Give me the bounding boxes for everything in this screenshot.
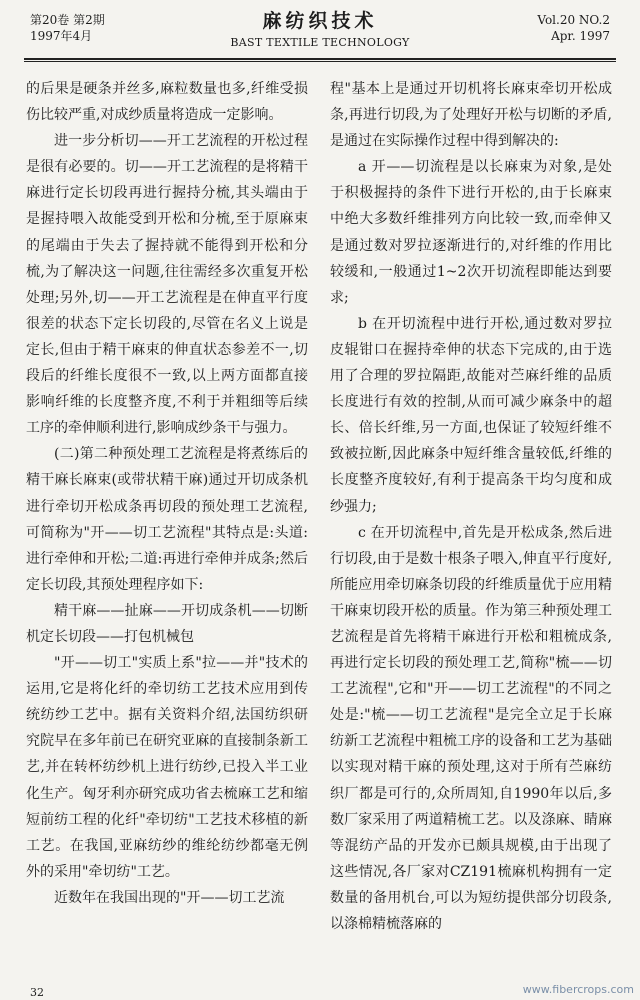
page-header <box>0 0 640 60</box>
paragraph: 进一步分析切——开工艺流程的开松过程是很有必要的。切——开工艺流程的是将精干麻进行定长切段再进行握持分梳,其头端由于是握持喂入故能受到开松和分梳,至于原麻束的尾端由于失去了握持就不能得到开松和分梳,为了解决这一问题,往往需经多次重复开松处理;另外,切——开工艺流程是在伸直平行度很差的状态下定长切段的,尽管在名义上说是定长,但由于精干麻束的伸直状态参差不一,切段后的纤维长度很不一致,以上两方面都直接影响纤维的长度整齐度,不利于并粗细等后续工序的牵伸顺利进行,影响成纱条干与强力。 <box>26 133 308 437</box>
paragraph: "开——切工"实质上系"拉——并"技术的运用,它是将化纤的牵切纺工艺技术应用到传统纺纱工艺中。据有关资料介绍,法国纺织研究院早在多年前已在研究亚麻的直接制条新工艺,并在转杯纺纱机上进行纺纱,已投入半工业化生产。匈牙利亦研究成功省去梳麻工艺和缩短前纺工程的化纤"牵切纺"工艺技术移植的新工艺。在我国,亚麻纺纱的维纶纺纱都毫无例外的采用"牵切纺"工艺。 <box>26 655 308 880</box>
header-right <box>537 12 610 44</box>
process-flow: 精干麻——扯麻——开切成条机——切断机定长切段——打包机械包 <box>26 602 308 645</box>
paragraph: 近数年在我国出现的"开——切工艺流 <box>54 889 285 906</box>
header-rule-thick <box>24 58 616 60</box>
volume-issue: 第20卷 第2期 <box>30 13 105 27</box>
right-column <box>330 76 612 937</box>
list-item-c: c 在开切流程中,首先是开松成条,然后进行切段,由于是数十根条子喂入,伸直平行度好,所能应用牵切麻条切段的纤维质量优于应用精干麻束切段开松的质量。作为第三种预处理工艺流程是首先将精干麻进行开松和粗梳成条,再进行定长切段的预处理工艺,简称"梳——切工艺流程",它和"开——切工艺流程"的不同之处是:"梳——切工艺流程"是完全立足于长麻纺新工艺流程中粗梳工序的设备和工艺为基础以实现对精干麻的预处理,这对于所有苎麻纺织厂都是可行的,众所周知,自1990年以后,多数厂家采用了两道精梳工艺。以及涤麻、睛麻等混纺产品的开发亦已颇具规模,由于出现了这些情况,各厂家对CZ191梳麻机构拥有一定数量的备用机台,可以为短纺提供部分切段条,以涤棉精梳落麻的 <box>330 524 612 932</box>
watermark: www.fibercrops.com <box>522 983 634 996</box>
journal-title-block <box>170 10 470 50</box>
header-rule-thin <box>24 61 616 62</box>
journal-title-en: BAST TEXTILE TECHNOLOGY <box>230 36 410 49</box>
paragraph: 程"基本上是通过开切机将长麻束牵切开松成条,再进行切段,为了处理好开松与切断的矛盾,是通过在实际操作过程中得到解决的: <box>330 81 612 150</box>
header-left <box>30 12 105 44</box>
issue-date-en: Apr. 1997 <box>551 29 610 43</box>
list-item-b: b 在开切流程中进行开松,通过数对罗拉皮辊钳口在握持牵伸的状态下完成的,由于选用了合理的罗拉隔距,故能对苎麻纤维的品质长度进行有效的控制,从而可减少麻条中的超长、倍长纤维,另一方面,也保证了较短纤维不致被拉断,因此麻条中短纤维含量较低,纤维的长度整齐度较好,有利于提高条干均匀度和成纱强力; <box>330 315 612 515</box>
list-item-a: a 开——切流程是以长麻束为对象,是处于积极握持的条件下进行开松的,由于长麻束中绝大多数纤维排列方向比较一致,而牵伸又是通过数对罗拉逐渐进行的,对纤维的作用比较缓和,一般通过1~2次开切流程即能达到要求; <box>330 159 612 306</box>
page-number: 32 <box>30 986 44 999</box>
left-column <box>26 76 308 911</box>
paragraph: 的后果是硬条并丝多,麻粒数量也多,纤维受损伤比较严重,对成纱质量将造成一定影响。 <box>26 81 308 124</box>
journal-title-cn: 麻纺织技术 <box>262 10 378 32</box>
volume-issue-en: Vol.20 NO.2 <box>537 13 610 27</box>
paragraph: (二)第二种预处理工艺流程是将煮练后的精干麻长麻束(或带状精干麻)通过开切成条机进行牵切开松成条再切段的预处理工艺流程,可简称为"开——切工艺流程"其特点是:头道:进行牵伸和开松;二道:再进行牵伸并成条;然后定长切段,其预处理程序如下: <box>26 446 308 593</box>
issue-date: 1997年4月 <box>30 29 93 43</box>
